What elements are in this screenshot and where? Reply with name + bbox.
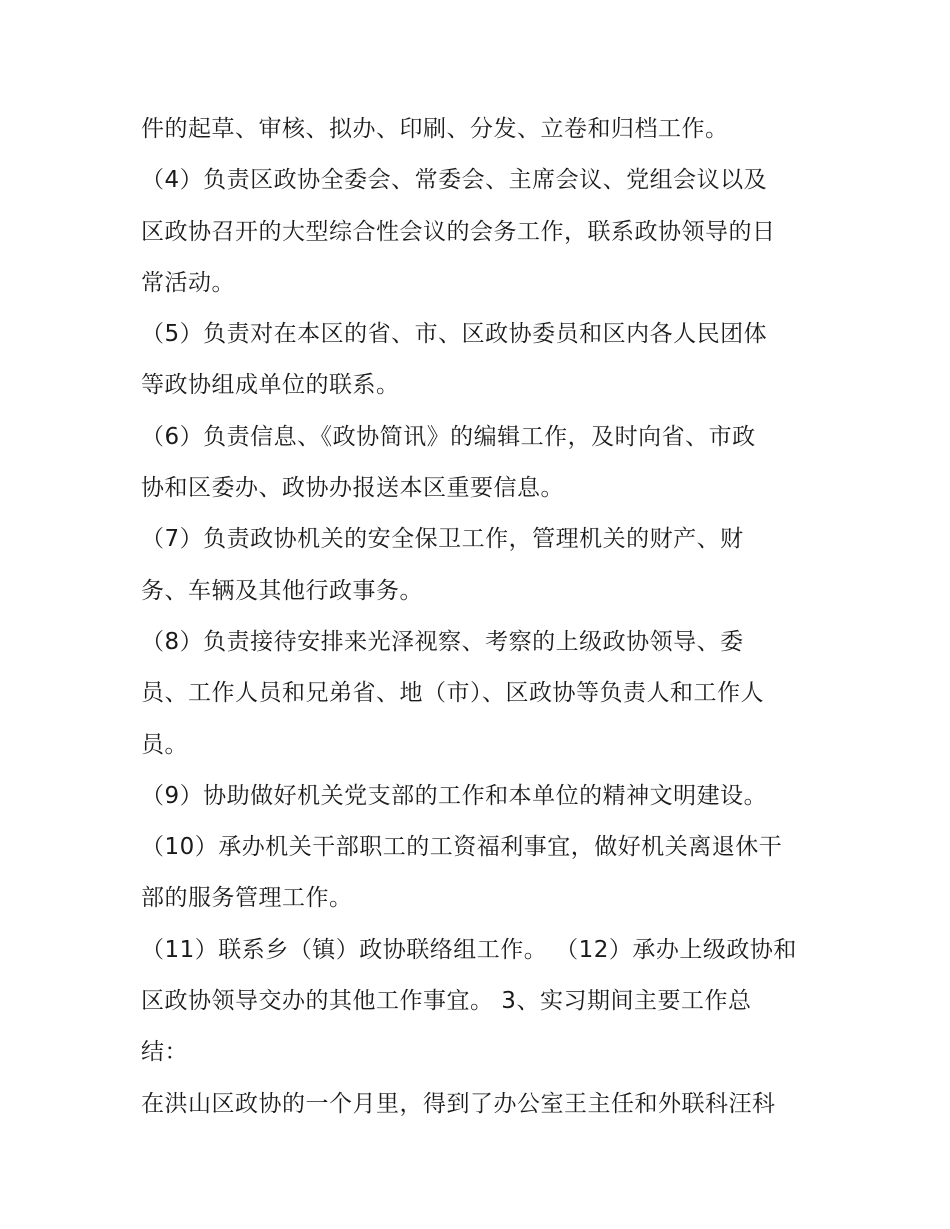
- text-line: 区政协召开的大型综合性会议的会务工作，联系政协领导的日: [141, 218, 776, 245]
- text-line: （10）承办机关干部职工的工资福利事宜，做好机关离退休干: [141, 834, 783, 861]
- text-line: 区政协领导交办的其他工作事宜。 3、实习期间主要工作总: [141, 988, 752, 1015]
- text-line: （4）负责区政协全委会、常委会、主席会议、党组会议以及: [141, 167, 768, 194]
- text-line: （5）负责对在本区的省、市、区政协委员和区内各人民团体: [141, 321, 768, 348]
- text-line: 件的起草、审核、拟办、印刷、分发、立卷和归档工作。: [141, 116, 729, 142]
- text-line: （9）协助做好机关党支部的工作和本单位的精神文明建设。: [141, 782, 768, 809]
- text-line: 员、工作人员和兄弟省、地（市）、区政协等负责人和工作人: [141, 680, 764, 707]
- text-line: （7）负责政协机关的安全保卫工作，管理机关的财产、财: [141, 526, 744, 553]
- text-line: 在洪山区政协的一个月里，得到了办公室王主任和外联科汪科: [141, 1090, 776, 1117]
- text-line: 员。: [141, 731, 188, 758]
- text-line: 部的服务管理工作。: [141, 885, 353, 912]
- text-line: 协和区委办、政协办报送本区重要信息。: [141, 475, 564, 502]
- text-line: 结：: [141, 1039, 188, 1066]
- text-line: 务、车辆及其他行政事务。: [141, 577, 423, 604]
- text-line: 等政协组成单位的联系。: [141, 372, 400, 399]
- text-line: （6）负责信息、《政协简讯》的编辑工作，及时向省、市政: [141, 423, 756, 450]
- body-text: [141, 104, 831, 1130]
- text-line: 常活动。: [141, 269, 235, 296]
- text-line: （8）负责接待安排来光泽视察、考察的上级政协领导、委: [141, 628, 744, 655]
- text-line: （11）联系乡（镇）政协联络组工作。 （12）承办上级政协和: [141, 936, 797, 963]
